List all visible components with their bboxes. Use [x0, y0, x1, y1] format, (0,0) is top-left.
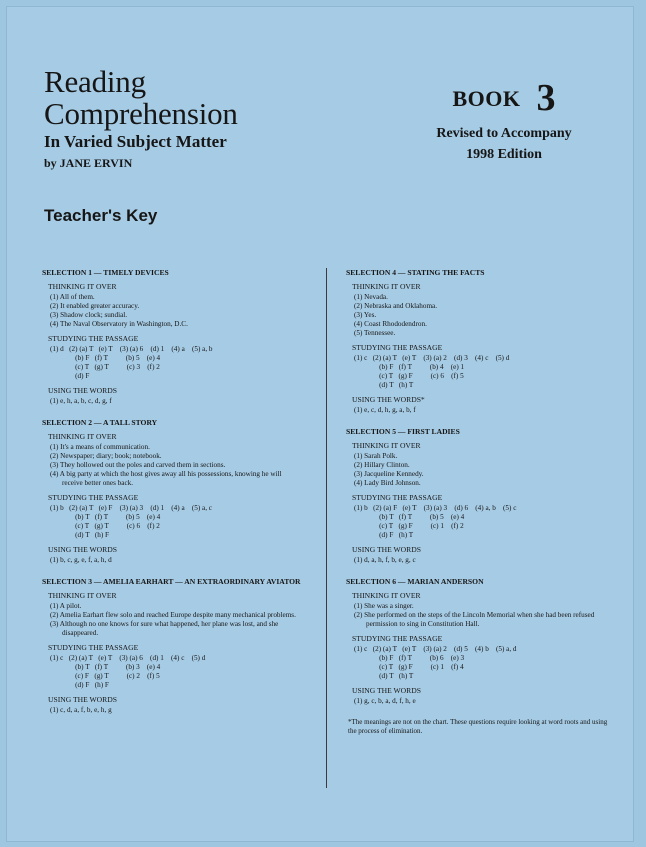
studying-line: (1) c (2) (a) T (e) T (3) (a) 6 (d) 1 (4) c (5) d	[50, 654, 206, 662]
studying-line: (b) T (f) T (b) 5 (e) 4	[50, 513, 161, 521]
book-title-line-1: Reading	[44, 64, 146, 99]
studying-heading: STUDYING THE PASSAGE	[352, 634, 443, 643]
list-item: (3) Jacqueline Kennedy.	[354, 470, 424, 478]
thinking-answers	[50, 602, 304, 638]
selection-2	[42, 418, 304, 565]
studying-line: (d) F	[50, 372, 90, 380]
studying-line: (1) b (2) (a) F (e) T (3) (a) 3 (d) 6 (4) a, b (5) c	[354, 504, 517, 512]
selection-1	[42, 268, 304, 406]
author: by JANE ERVIN	[44, 156, 133, 170]
studying-line: (1) c (2) (a) T (e) T (3) (a) 2 (d) 3 (4) c (5) d	[354, 354, 510, 362]
using-heading: USING THE WORDS*	[352, 395, 425, 404]
studying-line: (c) T (g) F (c) 1 (f) 4	[354, 663, 464, 671]
studying-line: (c) T (g) T (c) 3 (f) 2	[50, 363, 160, 371]
studying-heading: STUDYING THE PASSAGE	[352, 343, 443, 352]
list-item: (4) Coast Rhododendron.	[354, 320, 427, 328]
studying-line: (d) F (h) F	[50, 681, 109, 689]
list-item: (2) Nebraska and Oklahoma.	[354, 302, 438, 310]
book-subtitle: In Varied Subject Matter	[44, 132, 227, 151]
using-answers: (1) b, c, g, e, f, a, h, d	[50, 556, 112, 564]
book-number-block	[404, 76, 604, 162]
thinking-heading: THINKING IT OVER	[48, 282, 117, 291]
studying-line: (d) T (h) F	[50, 531, 110, 539]
book-title-line-2: Comprehension	[44, 96, 238, 131]
list-item: (4) Lady Bird Johnson.	[354, 479, 421, 487]
list-item: (1) She was a singer.	[354, 602, 414, 610]
thinking-answers	[50, 443, 304, 488]
footnote: *The meanings are not on the chart. These questions require looking at word roots and using the process of elimination.	[348, 718, 608, 735]
list-item: (2) Hillary Clinton.	[354, 461, 410, 469]
using-heading: USING THE WORDS	[48, 386, 117, 395]
studying-line: (b) F (f) T (b) 5 (e) 4	[50, 354, 161, 362]
studying-line: (b) T (f) T (b) 5 (e) 4	[354, 513, 465, 521]
using-heading: USING THE WORDS	[48, 695, 117, 704]
thinking-heading: THINKING IT OVER	[48, 432, 117, 441]
revised-line-2: 1998 Edition	[466, 147, 542, 162]
list-item: (3) Yes.	[354, 311, 377, 319]
thinking-answers	[50, 293, 304, 329]
studying-line: (c) F (g) T (c) 2 (f) 5	[50, 672, 160, 680]
book-number: 3	[536, 77, 556, 119]
list-item: (2) She performed on the steps of the Lincoln Memorial when she had been refused permission to sing in Constitution Hall.	[354, 611, 595, 628]
studying-line: (1) b (2) (a) T (e) F (3) (a) 3 (d) 1 (4) a (5) a, c	[50, 504, 212, 512]
selection-title: SELECTION 6 — MARIAN ANDERSON	[346, 577, 484, 586]
using-heading: USING THE WORDS	[352, 686, 421, 695]
studying-line: (b) T (f) T (b) 3 (e) 4	[50, 663, 161, 671]
studying-line: (1) c (2) (a) T (e) T (3) (a) 2 (d) 5 (4) b (5) a, d	[354, 645, 517, 653]
list-item: (1) A pilot.	[50, 602, 82, 610]
studying-line: (d) T (h) T	[354, 672, 414, 680]
list-item: (3) Shadow clock; sundial.	[50, 311, 128, 319]
list-item: (2) It enabled greater accuracy.	[50, 302, 140, 310]
studying-line: (b) F (f) T (b) 6 (e) 3	[354, 654, 465, 662]
selection-6	[346, 577, 608, 706]
selection-title: SELECTION 3 — AMELIA EARHART — AN EXTRAORDINARY AVIATOR	[42, 577, 301, 586]
using-answers: (1) c, d, a, f, b, e, h, g	[50, 706, 112, 714]
selection-3	[42, 577, 304, 715]
selection-title: SELECTION 4 — STATING THE FACTS	[346, 268, 485, 277]
list-item: (1) It's a means of communication.	[50, 443, 150, 451]
list-item: (4) The Naval Observatory in Washington, D.C.	[50, 320, 188, 328]
list-item: (2) Newspaper; diary; book; notebook.	[50, 452, 162, 460]
teacher-key-heading: Teacher's Key	[44, 206, 158, 225]
list-item: (4) A big party at which the host gives away all his possessions, knowing he will receive better ones back.	[50, 470, 282, 487]
title-block	[44, 66, 238, 171]
list-item: (3) They hollowed out the poles and carved them in sections.	[50, 461, 226, 469]
thinking-answers	[354, 452, 608, 488]
studying-heading: STUDYING THE PASSAGE	[352, 493, 443, 502]
studying-line: (1) d (2) (a) T (e) T (3) (a) 6 (d) 1 (4) a (5) a, b	[50, 345, 213, 353]
studying-line: (b) F (f) T (b) 4 (e) 1	[354, 363, 465, 371]
studying-heading: STUDYING THE PASSAGE	[48, 643, 139, 652]
thinking-answers	[354, 602, 608, 629]
studying-heading: STUDYING THE PASSAGE	[48, 493, 139, 502]
thinking-answers	[354, 293, 608, 338]
selection-title: SELECTION 1 — TIMELY DEVICES	[42, 268, 169, 277]
using-heading: USING THE WORDS	[48, 545, 117, 554]
thinking-heading: THINKING IT OVER	[48, 591, 117, 600]
left-column	[42, 268, 304, 727]
list-item: (3) Although no one knows for sure what happened, her plane was lost, and she disappeared.	[50, 620, 279, 637]
using-answers: (1) e, c, d, h, g, a, b, f	[354, 406, 416, 414]
studying-line: (c) T (g) F (c) 6 (f) 5	[354, 372, 464, 380]
book-label: BOOK	[452, 86, 521, 111]
selection-5	[346, 427, 608, 565]
thinking-heading: THINKING IT OVER	[352, 591, 421, 600]
selection-title: SELECTION 5 — FIRST LADIES	[346, 427, 460, 436]
thinking-heading: THINKING IT OVER	[352, 441, 421, 450]
studying-line: (d) F (h) T	[354, 531, 414, 539]
list-item: (1) All of them.	[50, 293, 95, 301]
list-item: (1) Nevada.	[354, 293, 388, 301]
list-item: (1) Sarah Polk.	[354, 452, 398, 460]
studying-line: (c) T (g) F (c) 1 (f) 2	[354, 522, 464, 530]
studying-heading: STUDYING THE PASSAGE	[48, 334, 139, 343]
list-item: (5) Tennessee.	[354, 329, 396, 337]
using-answers: (1) g, c, b, a, d, f, h, e	[354, 697, 416, 705]
column-divider	[326, 268, 327, 788]
selection-4	[346, 268, 608, 415]
using-heading: USING THE WORDS	[352, 545, 421, 554]
selection-title: SELECTION 2 — A TALL STORY	[42, 418, 158, 427]
right-column	[346, 268, 608, 736]
using-answers: (1) e, h, a, b, c, d, g, f	[50, 397, 112, 405]
thinking-heading: THINKING IT OVER	[352, 282, 421, 291]
answer-key-sheet	[6, 6, 634, 842]
studying-line: (c) T (g) T (c) 6 (f) 2	[50, 522, 160, 530]
revised-line-1: Revised to Accompany	[436, 126, 572, 141]
list-item: (2) Amelia Earhart flew solo and reached Europe despite many mechanical problems.	[50, 611, 296, 619]
studying-line: (d) T (h) T	[354, 381, 414, 389]
using-answers: (1) d, a, h, f, b, e, g, c	[354, 556, 416, 564]
